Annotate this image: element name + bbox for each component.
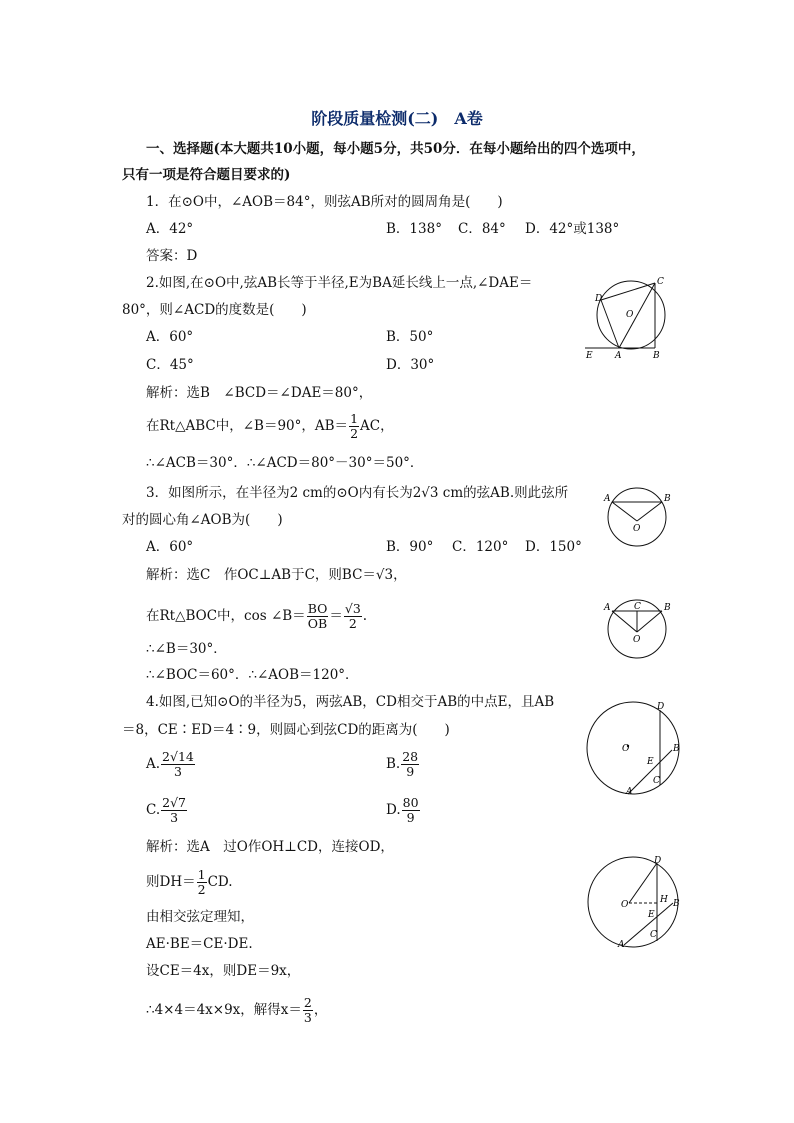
q4-solution-1: 解析：选A 过O作OH⊥CD，连接OD，: [146, 839, 394, 855]
label-d: D: [654, 856, 662, 866]
q4-stem-line1: 4.如图,已知⊙O的半径为5，两弦AB，CD相交于AB的中点E，且AB: [146, 694, 555, 710]
q1-option-c: C．84°: [458, 221, 506, 237]
label-e: E: [586, 351, 593, 361]
q3-solution-2: 在Rt△BOC中，cos ∠B＝ $\frac{BO}{OB}$ ＝ $\frac{√3}{2}$ .: [146, 601, 368, 631]
label-e: E: [647, 757, 654, 767]
q2-option-d: D．30°: [386, 357, 435, 373]
label-o: O: [626, 310, 634, 320]
q3-option-d: D．150°: [525, 539, 582, 555]
q3-stem-line2: 对的圆心角∠AOB为( ): [122, 512, 283, 528]
q3-option-a: A．60°: [146, 539, 194, 555]
q3-solution-3: ∴∠B＝30°．: [146, 641, 227, 657]
fraction: $\frac{28}{9}$: [402, 749, 419, 779]
label-o: O: [633, 635, 641, 645]
q4-solution-6: ∴4×4＝4x×9x，解得x＝ $\frac{2}{3}$ ，: [146, 995, 328, 1025]
q4-circle-figure: [584, 700, 688, 800]
label-a: A: [618, 940, 625, 950]
label-d: D: [595, 294, 603, 304]
label-c: C: [650, 930, 657, 940]
circle-o: [608, 488, 666, 546]
q3-solution-4: ∴∠BOC＝60°．∴∠AOB＝120°．: [146, 667, 359, 683]
label-c: C: [653, 776, 660, 786]
q3-option-b: B．90°: [386, 539, 434, 555]
label-b: B: [673, 744, 680, 754]
label-c: C: [657, 277, 664, 287]
q3-solution-figure: [600, 596, 676, 664]
label-b: B: [653, 351, 660, 361]
fraction: $\frac{BO}{OB}$: [307, 601, 328, 631]
q2-option-c: C．45°: [146, 357, 194, 373]
q3-stem-line1: 3．如图所示，在半径为2 cm的⊙O内有长为2√3 cm的弦AB.则此弦所: [146, 485, 569, 501]
q3-option-c: C．120°: [452, 539, 509, 555]
q1-option-b: B．138°: [386, 221, 442, 237]
q2-circle-figure: [583, 275, 683, 363]
q2-solution-3: ∴∠ACB＝30°．∴∠ACD＝80°－30°＝50°．: [146, 455, 424, 471]
fraction: $\frac{2}{3}$: [303, 995, 312, 1025]
fraction: $\frac{80}{9}$: [402, 795, 419, 825]
fraction: $\frac{√3}{2}$: [344, 601, 361, 631]
q4-solution-4: AE·BE＝CE·DE.: [146, 936, 253, 952]
page-title: 阶段质量检测(二) A卷: [311, 109, 483, 128]
q4-option-c: C. $\frac{2√7}{3}$: [146, 795, 187, 825]
label-o: O: [621, 900, 629, 910]
radius-ob: [637, 502, 662, 521]
q1-option-a: A．42°: [146, 221, 194, 237]
q4-solution-figure: [584, 855, 688, 955]
radius-ob: [637, 611, 662, 632]
chord-ad: [601, 300, 619, 348]
q1-answer: 答案：D: [146, 248, 198, 264]
label-b: B: [673, 899, 680, 909]
label-a: A: [604, 494, 611, 504]
q4-stem-line2: ＝8，CE∶ED＝4∶9，则圆心到弦CD的距离为( ): [122, 722, 450, 738]
fraction: $\frac{2√14}{3}$: [162, 749, 194, 779]
q4-solution-3: 由相交弦定理知，: [146, 909, 254, 925]
label-a: A: [604, 603, 611, 613]
section-heading-line2: 只有一项是符合题目要求的): [122, 167, 291, 183]
label-d: D: [657, 702, 665, 712]
q2-option-a: A．60°: [146, 329, 194, 345]
q1-stem: 1．在⊙O中，∠AOB＝84°，则弦AB所对的圆周角是( ): [146, 194, 503, 210]
label-b: B: [664, 494, 671, 504]
q1-option-d: D．42°或138°: [525, 221, 620, 237]
q2-solution-2: 在Rt△ABC中，∠B＝90°，AB＝ $\frac{1}{2}$ AC，: [146, 411, 394, 441]
label-b: B: [664, 603, 671, 613]
q2-option-b: B．50°: [386, 329, 434, 345]
q4-solution-2: 则DH＝ $\frac{1}{2}$ CD.: [146, 867, 233, 897]
fraction: $\frac{1}{2}$: [350, 411, 359, 441]
fraction: $\frac{2√7}{3}$: [162, 795, 187, 825]
label-a: A: [626, 787, 633, 797]
circle-o: [587, 702, 679, 794]
label-h: H: [660, 895, 668, 905]
radius-od: [629, 863, 657, 903]
q4-option-a: A. $\frac{2√14}{3}$: [146, 749, 194, 779]
label-a: A: [615, 351, 622, 361]
fraction: $\frac{1}{2}$: [197, 867, 206, 897]
q3-solution-1: 解析：选C 作OC⊥AB于C，则BC＝√3，: [146, 567, 407, 583]
label-o: O: [633, 524, 641, 534]
q2-stem-line2: 80°，则∠ACD的度数是( ): [122, 302, 307, 318]
label-c: C: [634, 602, 641, 612]
section-heading-line1: 一、选择题(本大题共10小题，每小题5分，共50分．在每小题给出的四个选项中，: [146, 141, 645, 157]
q2-stem-line1: 2.如图,在⊙O中,弦AB长等于半径,E为BA延长线上一点,∠DAE＝: [146, 275, 533, 291]
q3-circle-figure: [600, 485, 676, 553]
radius-oa: [612, 502, 637, 521]
q4-solution-5: 设CE＝4x，则DE＝9x，: [146, 963, 301, 979]
radius-oa: [612, 611, 637, 632]
label-o: O: [622, 744, 630, 754]
q4-option-b: B. $\frac{28}{9}$: [386, 749, 419, 779]
q2-solution-1: 解析：选B ∠BCD＝∠DAE＝80°，: [146, 385, 373, 401]
q4-option-d: D. $\frac{80}{9}$: [386, 795, 419, 825]
label-e: E: [648, 910, 655, 920]
